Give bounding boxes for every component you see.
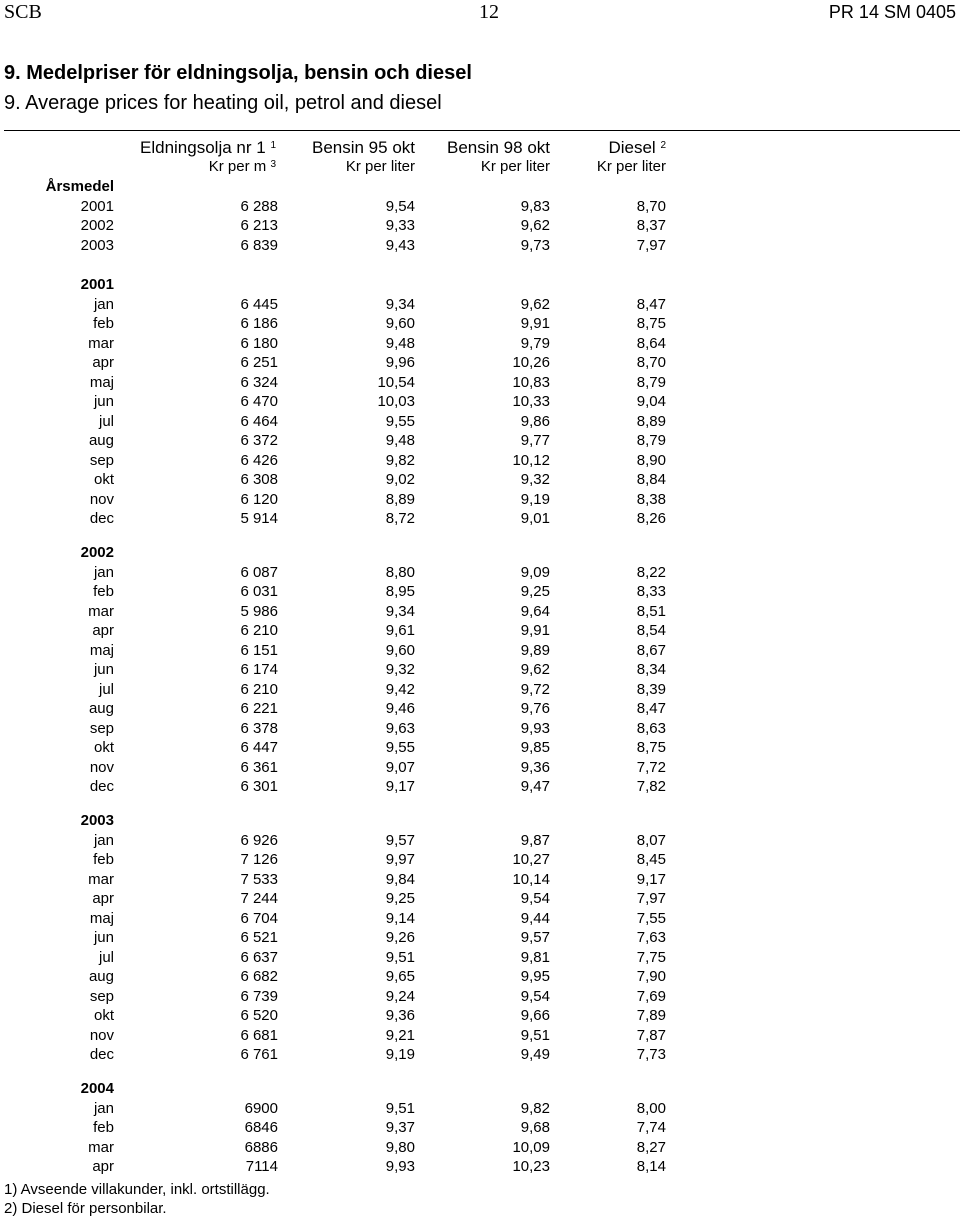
table-row <box>0 563 960 583</box>
row-label: nov <box>89 490 114 508</box>
row-label: maj <box>89 909 114 927</box>
section-heading <box>0 543 960 563</box>
diesel-value: 7,55 <box>636 909 666 927</box>
table-row <box>0 928 960 948</box>
petrol-95-value: 9,96 <box>385 354 415 371</box>
table-row <box>0 680 960 700</box>
row-label: jul <box>98 680 114 698</box>
petrol-98-value: 9,36 <box>520 758 550 776</box>
petrol-98-value: 9,91 <box>520 315 550 332</box>
petrol-95-value: 9,33 <box>385 217 415 234</box>
heating-oil-value: 6 761 <box>240 1046 278 1063</box>
diesel-value: 8,07 <box>636 831 666 849</box>
diesel-value: 9,17 <box>636 870 666 888</box>
heating-oil-value: 6 926 <box>240 831 278 849</box>
row-label: jun <box>93 393 114 410</box>
heating-oil-value: 6 031 <box>240 583 278 600</box>
petrol-98-value: 10,14 <box>512 870 550 888</box>
row-label: maj <box>89 373 114 391</box>
petrol-98-value: 9,01 <box>520 510 550 527</box>
heating-oil-value: 6 681 <box>240 1026 278 1044</box>
petrol-98-value: 9,25 <box>520 583 550 600</box>
table-row <box>0 1157 960 1177</box>
row-label: dec <box>89 510 114 527</box>
row-label: 2001 <box>80 197 114 215</box>
diesel-value: 7,89 <box>636 1007 666 1024</box>
section-title: 2004 <box>80 1080 114 1097</box>
petrol-98-value: 10,27 <box>512 851 550 868</box>
heating-oil-value: 6 213 <box>240 217 278 234</box>
row-label: jul <box>98 948 114 966</box>
petrol-95-value: 9,26 <box>385 929 415 946</box>
table-row <box>0 660 960 680</box>
heating-oil-value: 6846 <box>244 1119 278 1136</box>
diesel-value: 7,97 <box>636 890 666 907</box>
table-row <box>0 373 960 393</box>
heating-oil-value: 6 378 <box>240 719 278 737</box>
heating-oil-value: 7 126 <box>240 851 278 868</box>
table-row <box>0 831 960 851</box>
petrol-98-value: 9,47 <box>520 778 550 795</box>
petrol-98-value: 9,62 <box>520 217 550 234</box>
table-row <box>0 216 960 236</box>
diesel-value: 8,51 <box>636 602 666 620</box>
diesel-value: 8,38 <box>636 490 666 508</box>
petrol-95-value: 9,60 <box>385 641 415 659</box>
row-label: feb <box>93 583 114 600</box>
petrol-98-value: 9,89 <box>520 641 550 659</box>
heating-oil-value: 6 445 <box>240 295 278 313</box>
petrol-95-value: 9,32 <box>385 661 415 678</box>
header-org: SCB <box>4 1 42 23</box>
petrol-98-value: 9,73 <box>520 236 550 254</box>
petrol-95-value: 8,72 <box>385 510 415 527</box>
heating-oil-value: 6 637 <box>240 948 278 966</box>
diesel-value: 8,84 <box>636 471 666 488</box>
petrol-95-value: 9,34 <box>385 602 415 620</box>
heating-oil-value: 6 464 <box>240 412 278 430</box>
petrol-98-value: 9,62 <box>520 295 550 313</box>
petrol-95-value: 9,02 <box>385 471 415 488</box>
petrol-95-value: 9,82 <box>385 451 415 469</box>
table-row <box>0 987 960 1007</box>
petrol-98-value: 9,44 <box>520 909 550 927</box>
table-row <box>0 582 960 602</box>
diesel-value: 7,87 <box>636 1026 666 1044</box>
diesel-value: 7,82 <box>636 778 666 795</box>
petrol-95-value: 9,51 <box>385 948 415 966</box>
table-row <box>0 334 960 354</box>
row-label: mar <box>88 602 114 620</box>
table-row <box>0 758 960 778</box>
row-label: okt <box>93 1007 114 1024</box>
heating-oil-value: 6 520 <box>240 1007 278 1024</box>
table-row <box>0 870 960 890</box>
petrol-98-value: 9,66 <box>520 1007 550 1024</box>
petrol-98-value: 9,51 <box>520 1026 550 1044</box>
heating-oil-value: 6 704 <box>240 909 278 927</box>
petrol-95-value: 9,17 <box>385 778 415 795</box>
footnote-1: 1) Avseende villakunder, inkl. ortstillägg. <box>4 1181 270 1198</box>
diesel-value: 8,89 <box>636 412 666 430</box>
row-label: nov <box>89 1026 114 1044</box>
diesel-value: 8,63 <box>636 719 666 737</box>
row-label: apr <box>92 1158 114 1175</box>
petrol-98-value: 9,32 <box>520 471 550 488</box>
diesel-value: 7,90 <box>636 968 666 985</box>
petrol-98-value: 9,09 <box>520 563 550 581</box>
row-label: maj <box>89 641 114 659</box>
row-label: apr <box>92 354 114 371</box>
table-row <box>0 850 960 870</box>
petrol-95-value: 9,25 <box>385 890 415 907</box>
row-label: 2003 <box>80 236 114 254</box>
heating-oil-value: 6 251 <box>240 354 278 371</box>
petrol-98-value: 9,87 <box>520 831 550 849</box>
petrol-98-value: 10,12 <box>512 451 550 469</box>
table-row <box>0 490 960 510</box>
petrol-98-value: 9,19 <box>520 490 550 508</box>
petrol-98-value: 9,68 <box>520 1119 550 1136</box>
table-title-english: 9. Average prices for heating oil, petrol and diesel <box>4 92 442 114</box>
heating-oil-value: 6 151 <box>240 641 278 659</box>
diesel-value: 8,34 <box>636 661 666 678</box>
petrol-95-value: 9,51 <box>385 1099 415 1117</box>
section-heading <box>0 811 960 831</box>
table-row <box>0 889 960 909</box>
table-row <box>0 1045 960 1065</box>
diesel-value: 7,97 <box>636 236 666 254</box>
heating-oil-value: 6 426 <box>240 451 278 469</box>
row-label: dec <box>89 778 114 795</box>
diesel-value: 8,70 <box>636 197 666 215</box>
diesel-value: 8,22 <box>636 563 666 581</box>
column-unit-petrol-98: Kr per liter <box>480 158 550 175</box>
diesel-value: 8,64 <box>636 334 666 352</box>
heating-oil-value: 7 244 <box>240 890 278 907</box>
table-row <box>0 509 960 529</box>
row-label: mar <box>88 870 114 888</box>
heating-oil-value: 6 839 <box>240 236 278 254</box>
table-row <box>0 1026 960 1046</box>
table-row <box>0 967 960 987</box>
table-row <box>0 621 960 641</box>
row-label: jul <box>98 412 114 430</box>
petrol-98-value: 10,33 <box>512 393 550 410</box>
petrol-95-value: 10,03 <box>377 393 415 410</box>
diesel-value: 8,33 <box>636 583 666 600</box>
heating-oil-value: 6 288 <box>240 197 278 215</box>
column-unit-petrol-95: Kr per liter <box>345 158 415 175</box>
petrol-95-value: 9,57 <box>385 831 415 849</box>
heating-oil-value: 7 533 <box>240 870 278 888</box>
section-heading <box>0 1079 960 1099</box>
diesel-value: 8,27 <box>636 1138 666 1156</box>
petrol-95-value: 9,21 <box>385 1026 415 1044</box>
row-label: apr <box>92 622 114 639</box>
table-row <box>0 236 960 256</box>
diesel-value: 7,73 <box>636 1046 666 1063</box>
petrol-95-value: 9,55 <box>385 412 415 430</box>
heating-oil-value: 6 301 <box>240 778 278 795</box>
row-label: feb <box>93 315 114 332</box>
petrol-95-value: 9,61 <box>385 622 415 639</box>
heating-oil-value: 6 308 <box>240 471 278 488</box>
petrol-98-value: 10,83 <box>512 373 550 391</box>
petrol-98-value: 9,54 <box>520 890 550 907</box>
row-label: feb <box>93 851 114 868</box>
petrol-98-value: 9,81 <box>520 948 550 966</box>
publication-code: PR 14 SM 0405 <box>828 2 956 22</box>
row-label: aug <box>88 432 114 449</box>
row-label: mar <box>88 1138 114 1156</box>
diesel-value: 8,75 <box>636 315 666 332</box>
diesel-value: 7,69 <box>636 987 666 1005</box>
page-number: 12 <box>479 1 499 23</box>
table-row <box>0 470 960 490</box>
diesel-value: 8,00 <box>636 1099 666 1117</box>
column-header-heating-oil: Eldningsolja nr 1 $^1$ <box>140 138 276 157</box>
row-label: sep <box>89 987 114 1005</box>
diesel-value: 7,63 <box>636 929 666 946</box>
diesel-value: 8,79 <box>636 432 666 449</box>
petrol-98-value: 9,91 <box>520 622 550 639</box>
heating-oil-value: 6 470 <box>240 393 278 410</box>
table-row <box>0 699 960 719</box>
table-row <box>0 451 960 471</box>
row-label: nov <box>89 758 114 776</box>
heating-oil-value: 6 087 <box>240 563 278 581</box>
petrol-95-value: 9,19 <box>385 1046 415 1063</box>
row-label: sep <box>89 451 114 469</box>
diesel-value: 7,72 <box>636 758 666 776</box>
diesel-value: 8,75 <box>636 739 666 756</box>
column-unit-heating-oil: Kr per m $^3$ <box>208 158 276 175</box>
diesel-value: 8,47 <box>636 295 666 313</box>
diesel-value: 8,37 <box>636 217 666 234</box>
diesel-value: 8,90 <box>636 451 666 469</box>
heating-oil-value: 6 739 <box>240 987 278 1005</box>
table-row <box>0 412 960 432</box>
petrol-95-value: 9,63 <box>385 719 415 737</box>
petrol-98-value: 9,83 <box>520 197 550 215</box>
table-row <box>0 197 960 217</box>
petrol-95-value: 9,36 <box>385 1007 415 1024</box>
heating-oil-value: 6 447 <box>240 739 278 756</box>
petrol-95-value: 9,48 <box>385 334 415 352</box>
column-header-diesel: Diesel $^2$ <box>608 138 666 157</box>
heating-oil-value: 6 324 <box>240 373 278 391</box>
row-label: jun <box>93 929 114 946</box>
row-label: apr <box>92 890 114 907</box>
petrol-98-value: 9,95 <box>520 968 550 985</box>
petrol-98-value: 9,85 <box>520 739 550 756</box>
section-title: Årsmedel <box>45 178 114 195</box>
section-heading <box>0 275 960 295</box>
petrol-98-value: 10,23 <box>512 1158 550 1175</box>
table-row <box>0 314 960 334</box>
row-label: aug <box>88 968 114 985</box>
diesel-value: 7,75 <box>636 948 666 966</box>
heating-oil-value: 6 174 <box>240 661 278 678</box>
heating-oil-value: 6 521 <box>240 929 278 946</box>
table-row <box>0 602 960 622</box>
petrol-95-value: 9,34 <box>385 295 415 313</box>
petrol-95-value: 9,42 <box>385 680 415 698</box>
petrol-98-value: 9,76 <box>520 700 550 717</box>
petrol-95-value: 9,46 <box>385 700 415 717</box>
diesel-value: 8,70 <box>636 354 666 371</box>
heating-oil-value: 5 914 <box>240 510 278 527</box>
petrol-95-value: 9,43 <box>385 236 415 254</box>
heating-oil-value: 6 210 <box>240 622 278 639</box>
petrol-98-value: 9,77 <box>520 432 550 449</box>
section-title: 2003 <box>80 812 114 829</box>
section-title: 2001 <box>80 276 114 293</box>
petrol-95-value: 8,95 <box>385 583 415 600</box>
petrol-98-value: 9,49 <box>520 1046 550 1063</box>
petrol-95-value: 8,89 <box>385 490 415 508</box>
row-label: 2002 <box>80 217 114 234</box>
table-row <box>0 431 960 451</box>
table-row <box>0 1138 960 1158</box>
petrol-95-value: 9,93 <box>385 1158 415 1175</box>
petrol-95-value: 9,65 <box>385 968 415 985</box>
column-header-petrol-98: Bensin 98 okt <box>446 138 550 157</box>
table-row <box>0 295 960 315</box>
petrol-98-value: 9,82 <box>520 1099 550 1117</box>
row-label: jun <box>93 661 114 678</box>
petrol-95-value: 9,54 <box>385 197 415 215</box>
table-row <box>0 641 960 661</box>
column-unit-diesel: Kr per liter <box>596 158 666 175</box>
row-label: okt <box>93 471 114 488</box>
row-label: feb <box>93 1119 114 1136</box>
petrol-98-value: 9,57 <box>520 929 550 946</box>
petrol-95-value: 9,48 <box>385 432 415 449</box>
diesel-value: 8,14 <box>636 1158 666 1175</box>
petrol-95-value: 9,60 <box>385 315 415 332</box>
row-label: sep <box>89 719 114 737</box>
diesel-value: 8,79 <box>636 373 666 391</box>
petrol-95-value: 10,54 <box>377 373 415 391</box>
row-label: jan <box>93 831 114 849</box>
table-row <box>0 1118 960 1138</box>
heating-oil-value: 6 372 <box>240 432 278 449</box>
column-header-petrol-95: Bensin 95 okt <box>311 138 415 157</box>
row-label: jan <box>93 1099 114 1117</box>
heating-oil-value: 6 682 <box>240 968 278 985</box>
petrol-95-value: 9,07 <box>385 758 415 776</box>
petrol-98-value: 9,86 <box>520 412 550 430</box>
diesel-value: 7,74 <box>636 1119 666 1136</box>
table-row <box>0 1099 960 1119</box>
petrol-98-value: 9,64 <box>520 602 550 620</box>
diesel-value: 8,39 <box>636 680 666 698</box>
diesel-value: 8,54 <box>636 622 666 639</box>
petrol-98-value: 9,93 <box>520 719 550 737</box>
petrol-98-value: 9,79 <box>520 334 550 352</box>
table-row <box>0 392 960 412</box>
diesel-value: 8,26 <box>636 510 666 527</box>
petrol-95-value: 9,37 <box>385 1119 415 1136</box>
heating-oil-value: 7114 <box>245 1158 278 1175</box>
petrol-95-value: 8,80 <box>385 563 415 581</box>
table-row <box>0 738 960 758</box>
petrol-98-value: 9,54 <box>520 987 550 1005</box>
diesel-value: 8,45 <box>636 851 666 868</box>
table-title-swedish: 9. Medelpriser för eldningsolja, bensin och diesel <box>4 62 472 84</box>
table-row <box>0 353 960 373</box>
petrol-95-value: 9,80 <box>385 1138 415 1156</box>
heating-oil-value: 6 180 <box>240 334 278 352</box>
petrol-98-value: 10,09 <box>512 1138 550 1156</box>
row-label: jan <box>93 563 114 581</box>
petrol-98-value: 9,62 <box>520 661 550 678</box>
heating-oil-value: 6 210 <box>240 680 278 698</box>
row-label: dec <box>89 1046 114 1063</box>
petrol-95-value: 9,14 <box>385 909 415 927</box>
row-label: mar <box>88 334 114 352</box>
row-label: okt <box>93 739 114 756</box>
row-label: jan <box>93 295 114 313</box>
table-row <box>0 777 960 797</box>
heating-oil-value: 6 120 <box>240 490 278 508</box>
petrol-95-value: 9,24 <box>385 987 415 1005</box>
table-row <box>0 909 960 929</box>
table-row <box>0 719 960 739</box>
section-heading <box>0 177 960 197</box>
petrol-95-value: 9,84 <box>385 870 415 888</box>
table-row <box>0 1006 960 1026</box>
heating-oil-value: 5 986 <box>240 602 278 620</box>
heating-oil-value: 6 221 <box>240 700 278 717</box>
heating-oil-value: 6 186 <box>240 315 278 332</box>
row-label: aug <box>88 700 114 717</box>
section-title: 2002 <box>80 544 114 561</box>
diesel-value: 9,04 <box>636 393 666 410</box>
diesel-value: 8,47 <box>636 700 666 717</box>
petrol-98-value: 9,72 <box>520 680 550 698</box>
diesel-value: 8,67 <box>636 641 666 659</box>
heating-oil-value: 6886 <box>244 1138 278 1156</box>
petrol-95-value: 9,55 <box>385 739 415 756</box>
petrol-95-value: 9,97 <box>385 851 415 868</box>
heating-oil-value: 6900 <box>244 1099 278 1117</box>
heating-oil-value: 6 361 <box>240 758 278 776</box>
petrol-98-value: 10,26 <box>512 354 550 371</box>
footnote-2: 2) Diesel för personbilar. <box>4 1200 167 1217</box>
header-rule <box>4 130 960 131</box>
table-row <box>0 948 960 968</box>
